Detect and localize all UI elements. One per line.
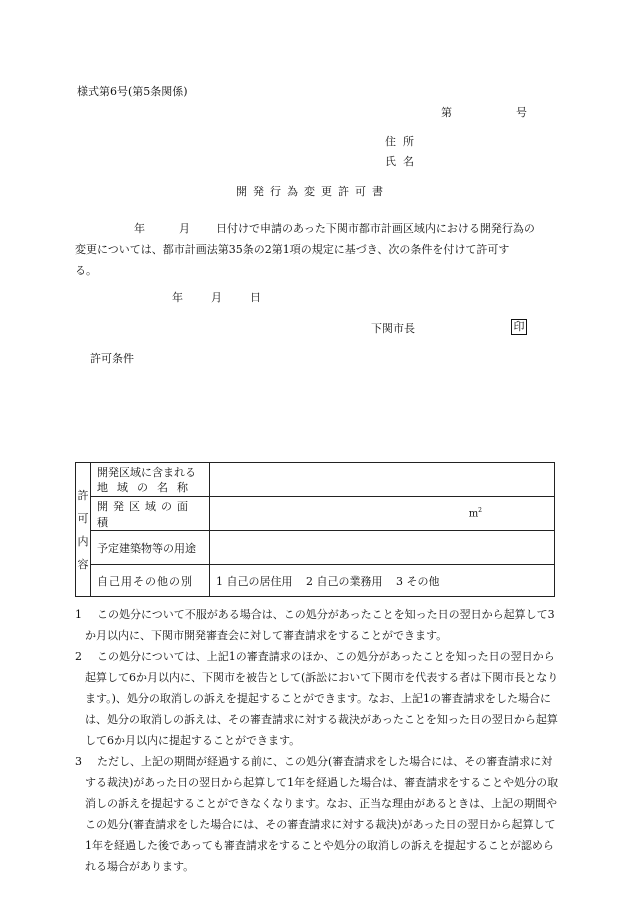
document-number-suffix: 号 <box>516 106 527 119</box>
area-size-value[interactable] <box>210 497 555 531</box>
date-year: 年 <box>172 291 183 304</box>
table-row <box>76 463 555 497</box>
building-use-value[interactable] <box>210 531 555 565</box>
note-number: 3 <box>75 755 82 768</box>
note-text: この処分について不服がある場合は、この処分があったことを知った日の翌日から起算して3か月以内に、下関市開発審査会に対して審査請求をすることができます。 <box>85 608 555 642</box>
document-title: 開発行為変更許可書 <box>236 185 389 198</box>
address-label: 住所 <box>385 135 421 148</box>
use-type-label: 自己用その他の別 <box>91 565 210 597</box>
use-type-options <box>210 565 555 597</box>
note-item <box>75 604 560 646</box>
area-unit-sup: 2 <box>478 507 482 515</box>
side-label-char: 内 <box>77 534 89 548</box>
use-option-residential[interactable]: 1 自己の居住用 <box>216 574 293 588</box>
body-month: 月 <box>179 222 190 235</box>
issuer-title: 下関市長 <box>371 322 415 335</box>
use-option-other[interactable]: 3 その他 <box>396 574 440 588</box>
area-name-label-line-1: 開発区域に含まれる <box>97 465 196 479</box>
form-number: 様式第6号(第5条関係) <box>77 85 188 98</box>
table-row <box>76 497 555 531</box>
body-line-1-text: 日付けで申請のあった下関市都市計画区域内における開発行為の <box>216 222 535 235</box>
name-label: 氏名 <box>385 155 421 168</box>
table-row <box>76 531 555 565</box>
date-day: 日 <box>250 291 261 304</box>
body-paragraph <box>75 218 555 281</box>
conditions-label: 許可条件 <box>90 352 134 365</box>
note-item <box>75 751 560 877</box>
body-line-3: る。 <box>75 264 97 277</box>
building-use-label: 予定建築物等の用途 <box>91 531 210 565</box>
area-name-label-line-2: 地域の名称 <box>97 480 197 494</box>
use-option-business[interactable]: 2 自己の業務用 <box>306 574 383 588</box>
note-text: ただし、上記の期間が経過する前に、この処分(審査請求をした場合には、その審査請求に対する裁決)があった日の翌日から起算して1年を経過した場合は、審査請求をすることや処分の取消しの訴えを提起することができなくなります。なお、正当な理由があるときは、上記の期間やこの処分(審査請求をした場合には、その審査請求に対する裁決)があった日の翌日から起算して1年を経過した後であっても審査請求をすることや処分の取消しの訴えを提起することが認められる場合があります。 <box>85 755 559 873</box>
permit-details-table <box>75 462 555 597</box>
table-row <box>76 565 555 597</box>
body-line-2: 変更については、都市計画法第35条の2第1項の規定に基づき、次の条件を付けて許可す <box>75 243 510 256</box>
area-name-label <box>91 463 210 497</box>
side-label-char: 可 <box>77 511 89 525</box>
note-item <box>75 646 560 751</box>
body-line-1 <box>75 218 555 239</box>
notes-list <box>75 604 560 877</box>
area-size-label: 開発区域の面積 <box>91 497 210 531</box>
note-number: 2 <box>75 650 82 663</box>
area-unit-text: m <box>468 508 479 520</box>
side-label-char: 容 <box>77 557 89 571</box>
date-month: 月 <box>211 291 222 304</box>
issue-date <box>172 292 261 303</box>
document-number-prefix: 第 <box>441 106 452 119</box>
area-unit <box>469 507 482 519</box>
note-number: 1 <box>75 608 82 621</box>
side-label-char: 許 <box>77 488 89 502</box>
area-name-value[interactable] <box>210 463 555 497</box>
note-text: この処分については、上記1の審査請求のほか、この処分があったことを知った日の翌日から起算して6か月以内に、下関市を被告として(訴訟において下関市を代表する者は下関市長となります。)、処分の取消しの訴えを提起することができます。なお、上記1の審査請求をした場合には、処分の取消しの訴えは、その審査請求に対する裁決があったことを知った日の翌日から起算して6か月以内に提起することができます。 <box>85 650 559 747</box>
body-year: 年 <box>134 222 145 235</box>
permit-content-side-label <box>76 463 91 597</box>
seal-mark: 印 <box>511 319 527 335</box>
